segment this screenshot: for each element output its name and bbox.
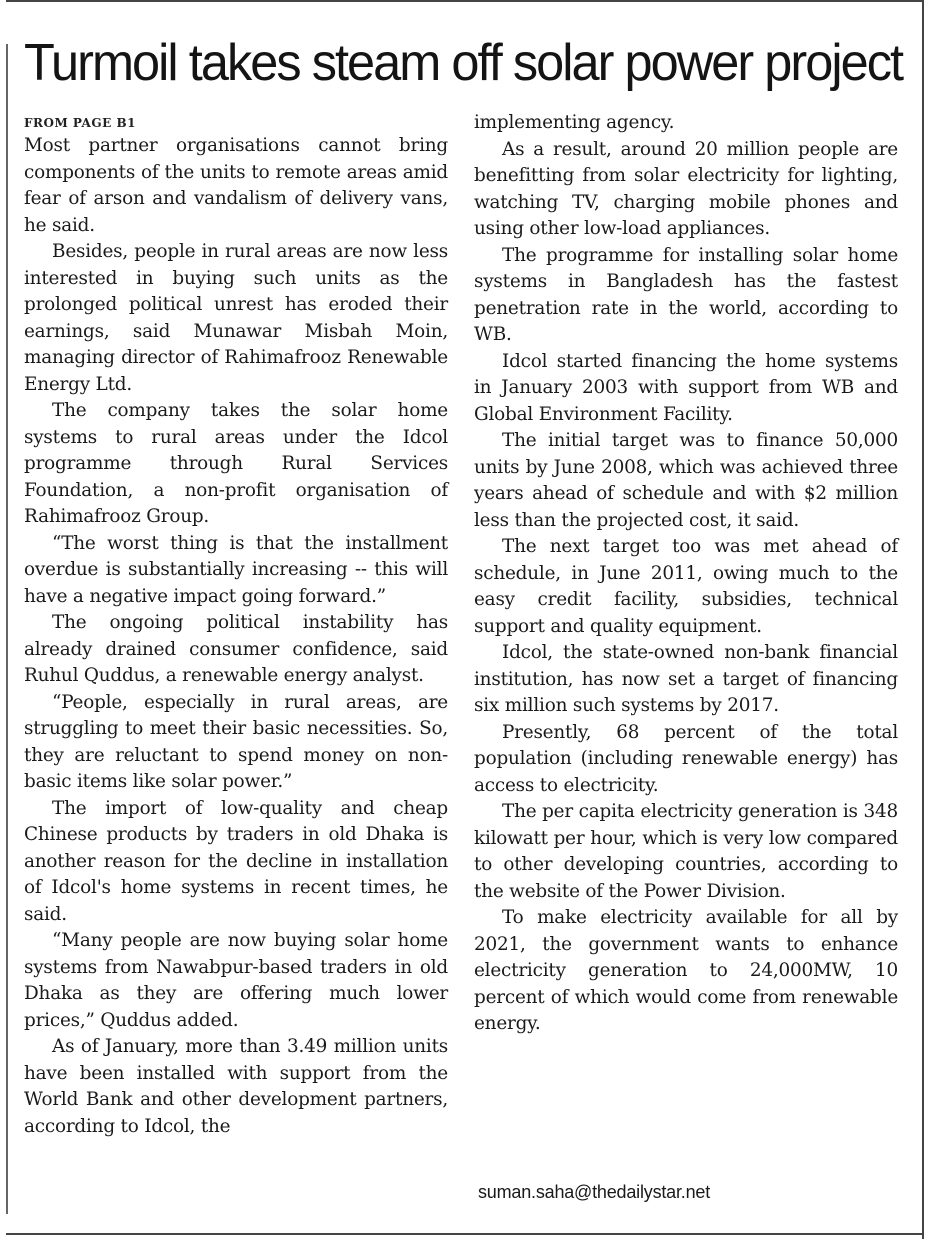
paragraph: As of January, more than 3.49 million units have been installed with support from the World Bank and other development partners, according to Idcol, the (24, 1036, 448, 1137)
paragraph: The company takes the solar home systems to rural areas under the Idcol programme through Rural Services Foundation, a non-profit organisation of Rahimafrooz Group. (24, 400, 448, 527)
author-email: suman.saha@thedailystar.net (478, 1182, 711, 1202)
paragraph: Besides, people in rural areas are now less interested in buying such units as the prolonged political unrest has eroded their earnings, said Munawar Misbah Moin, managing director of Rahimafrooz Renewable Energy Ltd. (24, 241, 448, 395)
paragraph: The import of low-quality and cheap Chinese products by traders in old Dhaka is another reason for the decline in installation of Idcol's home systems in recent times, he said. (24, 797, 448, 925)
paragraph: The initial target was to finance 50,000 units by June 2008, which was achieved three years ahead of schedule and with $2 million less than the projected cost, it said. (474, 430, 898, 531)
paragraph: The per capita electricity generation is 348 kilowatt per hour, which is very low compared to other developing countries, according to the website of the Power Division. (474, 801, 898, 902)
right-column (474, 110, 898, 1038)
frame-top-rule (6, 0, 922, 2)
paragraph: As a result, around 20 million people are benefitting from solar electricity for lighting, watching TV, charging mobile phones and using other low-load appliances. (474, 138, 898, 239)
paragraph: Presently, 68 percent of the total population (including renewable energy) has access to electricity. (474, 721, 898, 796)
paragraph: The next target too was met ahead of schedule, in June 2011, owing much to the easy credit facility, subsidies, technical support and quality equipment. (474, 536, 898, 637)
paragraph: Idcol started financing the home systems in January 2003 with support from WB and Global Environment Facility. (474, 350, 898, 425)
paragraph: The ongoing political instability has already drained consumer confidence, said Ruhul Quddus, a renewable energy analyst. (24, 612, 448, 686)
paragraph: To make electricity available for all by 2021, the government wants to enhance electricity generation to 24,000MW, 10 percent of which would come from renewable energy. (474, 907, 898, 1034)
paragraph: Most partner organisations cannot bring components of the units to remote areas amid fear of arson and vandalism of delivery vans, he said. (24, 135, 448, 236)
left-column (24, 110, 448, 1140)
from-page-label: FROM PAGE B1 (24, 116, 136, 130)
continued-line: implementing agency. (474, 112, 675, 133)
quote-paragraph: “People, especially in rural areas, are struggling to meet their basic necessities. So, they are reluctant to spend money on non-basic items like solar power.” (24, 691, 448, 792)
paragraph: The programme for installing solar home systems in Bangladesh has the fastest penetration rate in the world, according to WB. (474, 244, 898, 345)
quote-paragraph: “Many people are now buying solar home systems from Nawabpur-based traders in old Dhaka as they are offering much lower prices,” Quddus added. (24, 930, 448, 1031)
paragraph: Idcol, the state-owned non-bank financial institution, has now set a target of financing six million such systems by 2017. (474, 642, 898, 716)
frame-left-rule (6, 44, 8, 1214)
frame-bottom-rule (6, 1233, 924, 1235)
frame-right-rule (922, 0, 924, 1239)
quote-paragraph: “The worst thing is that the installment overdue is substantially increasing -- this will have a negative impact going forward.” (24, 532, 448, 607)
headline: Turmoil takes steam off solar power project (24, 34, 903, 92)
